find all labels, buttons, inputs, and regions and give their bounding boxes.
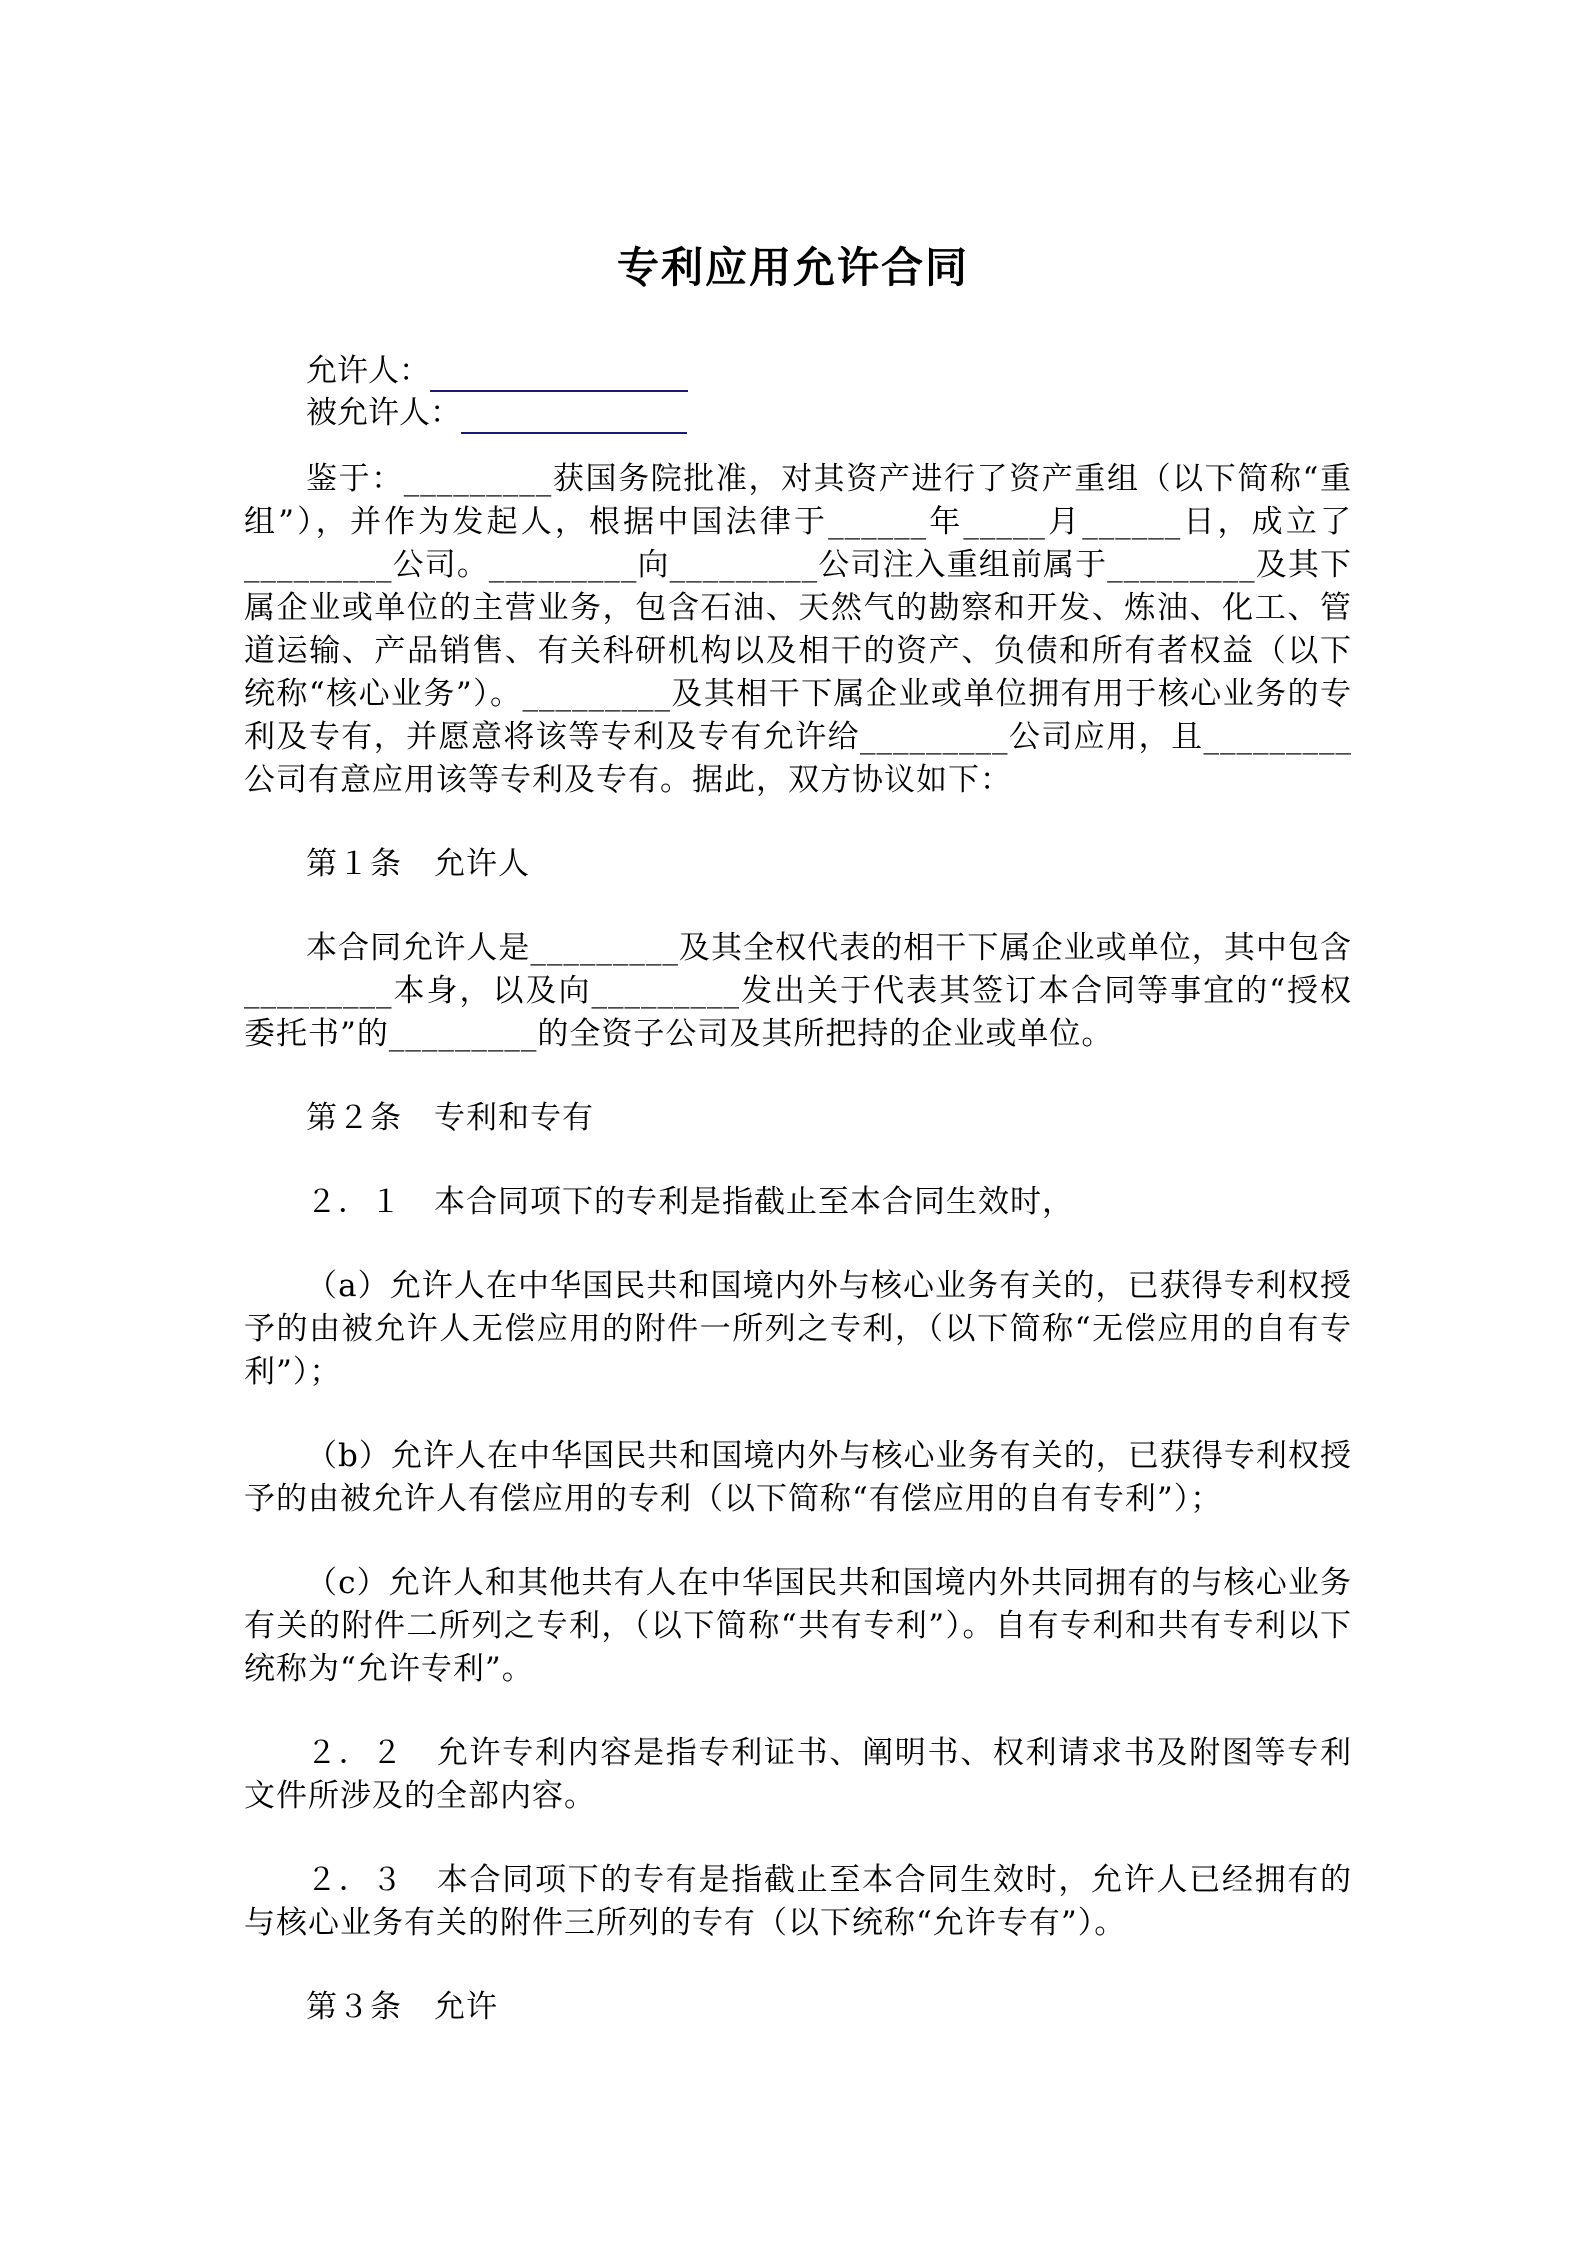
clause-2-1-c: （c）允许人和其他共有人在中华国民共和国境内外共同拥有的与核心业务有关的附件二所列之专利，（以下简称“共有专利”）。自有专利和共有专利以下统称为“允许专利”。 — [244, 1565, 1352, 1687]
clause-2-1: ２．１ 本合同项下的专利是指截止至本合同生效时， — [306, 1184, 1074, 1220]
document-title: 专利应用允许合同 — [616, 243, 969, 292]
article-1-paragraph: 本合同允许人是_________及其全权代表的相干下属企业或单位，其中包含_________本身，以及向_________发出关于代表其签订本合同等事宜的“授权委托书”的_________的全资子公司及其所把持的企业或单位。 — [244, 930, 1352, 1052]
contract-body — [244, 458, 1352, 2070]
article-3-heading: 第３条 允许 — [306, 1989, 498, 2025]
licensor-field — [306, 350, 688, 392]
licensor-blank-line — [430, 356, 688, 392]
clause-2-2: ２．２ 允许专利内容是指专利证书、阐明书、权利请求书及附图等专利文件所涉及的全部内容。 — [244, 1735, 1352, 1814]
licensee-field — [306, 392, 687, 434]
article-1-heading: 第１条 允许人 — [306, 846, 530, 882]
article-2-heading: 第２条 专利和专有 — [306, 1100, 594, 1136]
preamble-paragraph: 鉴于：_________获国务院批准，对其资产进行了资产重组（以下简称“重组”），并作为发起人，根据中国法律于______年_____月______日，成立了_________公司。_________向_________公司注入重组前属于_________及其下属企业或单位的主营业务，包含石油、天然气的勘察和开发、炼油、化工、管道运输、产品销售、有关科研机构以及相干的资产、负债和所有者权益（以下统称“核心业务”）。_________及其相干下属企业或单位拥有用于核心业务的专利及专有，并愿意将该等专利及专有允许给_________公司应用，且_________公司有意应用该等专利及专有。据此，双方协议如下： — [244, 461, 1352, 798]
licensee-blank-line — [461, 398, 687, 434]
licensee-label: 被允许人： — [306, 395, 461, 431]
clause-2-1-b: （b）允许人在中华国民共和国境内外与核心业务有关的，已获得专利权授予的由被允许人有偿应用的专利（以下简称“有偿应用的自有专利”）； — [244, 1438, 1352, 1517]
clause-2-1-a: （a）允许人在中华国民共和国境内外与核心业务有关的，已获得专利权授予的由被允许人无偿应用的附件一所列之专利，（以下简称“无偿应用的自有专利”）； — [244, 1268, 1352, 1390]
clause-2-3: ２．３ 本合同项下的专有是指截止至本合同生效时，允许人已经拥有的与核心业务有关的附件三所列的专有（以下统称“允许专有”）。 — [244, 1862, 1352, 1941]
licensor-label: 允许人： — [306, 353, 430, 389]
